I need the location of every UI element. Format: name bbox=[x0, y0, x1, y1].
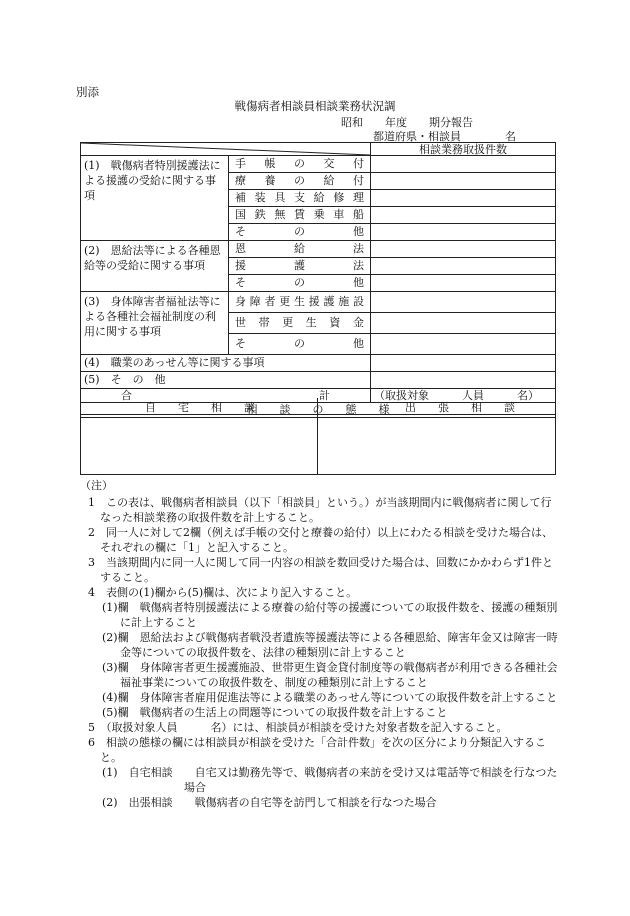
total-label: 合 計 bbox=[81, 389, 371, 403]
category-3-label: (3) 身体障害者福祉法等による各種社会福祉制度の利用に関する事項 bbox=[81, 292, 229, 355]
count-cell[interactable] bbox=[371, 173, 556, 190]
category-5-label: (5) そ の 他 bbox=[81, 372, 371, 389]
count-cell[interactable] bbox=[371, 207, 556, 224]
count-cell[interactable] bbox=[371, 334, 556, 355]
reporter-line: 都道府県・相談員 名 bbox=[373, 130, 516, 143]
note-item: 6 相談の態様の欄には相談員が相談を受けた「合計件数」を次の区分により分類記入すること。 bbox=[88, 736, 546, 764]
note-item: 2 同一人に対して2欄（例えば手帳の交付と療養の給付）以上にわたる相談を受けた場合は、それぞれの欄に「1」と記入すること。 bbox=[88, 526, 553, 554]
count-column-header: 相談業務取扱件数 bbox=[371, 143, 556, 156]
note-subitem: (5)欄 戦傷病者の生活上の問題等についての取扱件数を計上すること bbox=[102, 706, 448, 719]
diagonal-header-cell bbox=[81, 143, 371, 156]
subitem-3-3: その他 bbox=[229, 334, 371, 355]
report-table bbox=[80, 142, 556, 418]
count-cell[interactable] bbox=[371, 190, 556, 207]
count-cell[interactable] bbox=[371, 292, 556, 313]
trip-consultation-label: 出 張 相 談 bbox=[405, 401, 515, 414]
home-consultation-label: 自 宅 相 談 bbox=[145, 401, 255, 414]
subitem-2-1: 恩給法 bbox=[229, 241, 371, 258]
document-title: 戦傷病者相談員相談業務状況調 bbox=[234, 99, 396, 113]
category-1-label: (1) 戦傷病者特別援護法による援護の受給に関する事項 bbox=[81, 156, 229, 241]
count-cell[interactable] bbox=[371, 372, 556, 389]
diagonal-line bbox=[81, 143, 370, 155]
count-cell[interactable] bbox=[371, 355, 556, 372]
note-item: 3 当該期間内に同一人に関して同一内容の相談を数回受けた場合は、回数にかかわらず1件とすること。 bbox=[88, 556, 553, 584]
subitem-3-2: 世帯更生資金 bbox=[229, 313, 371, 334]
subitem-3-1: 身障者更生援護施設 bbox=[229, 292, 371, 313]
category-4-label: (4) 職業のあっせん等に関する事項 bbox=[81, 355, 371, 372]
consultation-mode-section bbox=[80, 398, 556, 475]
subitem-1-2: 療養の給付 bbox=[229, 173, 371, 190]
count-cell[interactable] bbox=[371, 313, 556, 334]
subitem-1-1: 手帳の交付 bbox=[229, 156, 371, 173]
note-item: 1 この表は、戦傷病者相談員（以下「相談員」という。）が当該期間内に戦傷病者に関して行なった相談業務の取扱件数を計上すること。 bbox=[88, 496, 552, 524]
count-cell[interactable] bbox=[371, 258, 556, 275]
count-cell[interactable] bbox=[371, 224, 556, 241]
note-subitem: (1) 自宅相談 自宅又は勤務先等で、戦傷病者の来訪を受け又は電話等で相談を行なつた場合 bbox=[102, 766, 558, 794]
note-subitem: (3)欄 身体障害者更生援護施設、世帯更生資金貸付制度等の戦傷病者が利用できる各種社会福祉事業についての取扱件数を、制度の種類別に計上すること bbox=[102, 661, 558, 689]
subitem-2-3: その他 bbox=[229, 275, 371, 292]
count-cell[interactable] bbox=[371, 241, 556, 258]
note-item: 4 表側の(1)欄から(5)欄は、次により記入すること。 bbox=[88, 586, 358, 599]
report-period: 昭和 年度 期分報告 bbox=[341, 116, 473, 129]
note-item: 5 （取扱対象人員 名）には、相談員が相談を受けた対象者数を記入すること。 bbox=[88, 721, 508, 734]
subitem-2-2: 援護法 bbox=[229, 258, 371, 275]
consultation-mode-header: 相 談 の 態 様 bbox=[81, 403, 556, 418]
note-subitem: (2)欄 恩給法および戦傷病者戦没者遺族等援護法等による各種恩給、障害年金又は障害一時金等についての取扱件数を、法律の種類別に計上すること bbox=[102, 631, 558, 659]
subitem-1-3: 補装具支給修理 bbox=[229, 190, 371, 207]
category-2-label: (2) 恩給法等による各種恩給等の受給に関する事項 bbox=[81, 241, 229, 292]
total-target-cell: （取扱対象 人員 名） bbox=[371, 389, 556, 403]
count-cell[interactable] bbox=[371, 275, 556, 292]
subitem-1-5: その他 bbox=[229, 224, 371, 241]
count-cell[interactable] bbox=[371, 156, 556, 173]
note-subitem: (4)欄 身体障害者雇用促進法等による職業のあっせん等についての取扱件数を計上すること bbox=[102, 691, 558, 704]
notes-heading: （注） bbox=[80, 479, 113, 492]
note-subitem: (2) 出張相談 戦傷病者の自宅等を訪門して相談を行なつた場合 bbox=[102, 796, 437, 809]
mode-divider bbox=[317, 398, 318, 474]
subitem-1-4: 国鉄無賃乗車船 bbox=[229, 207, 371, 224]
note-subitem: (1)欄 戦傷病者特別援護法による療養の給付等の援護についての取扱件数を、援護の種類別に計上すること bbox=[102, 601, 558, 629]
notes-section bbox=[80, 478, 560, 810]
annex-label: 別添 bbox=[76, 85, 99, 99]
